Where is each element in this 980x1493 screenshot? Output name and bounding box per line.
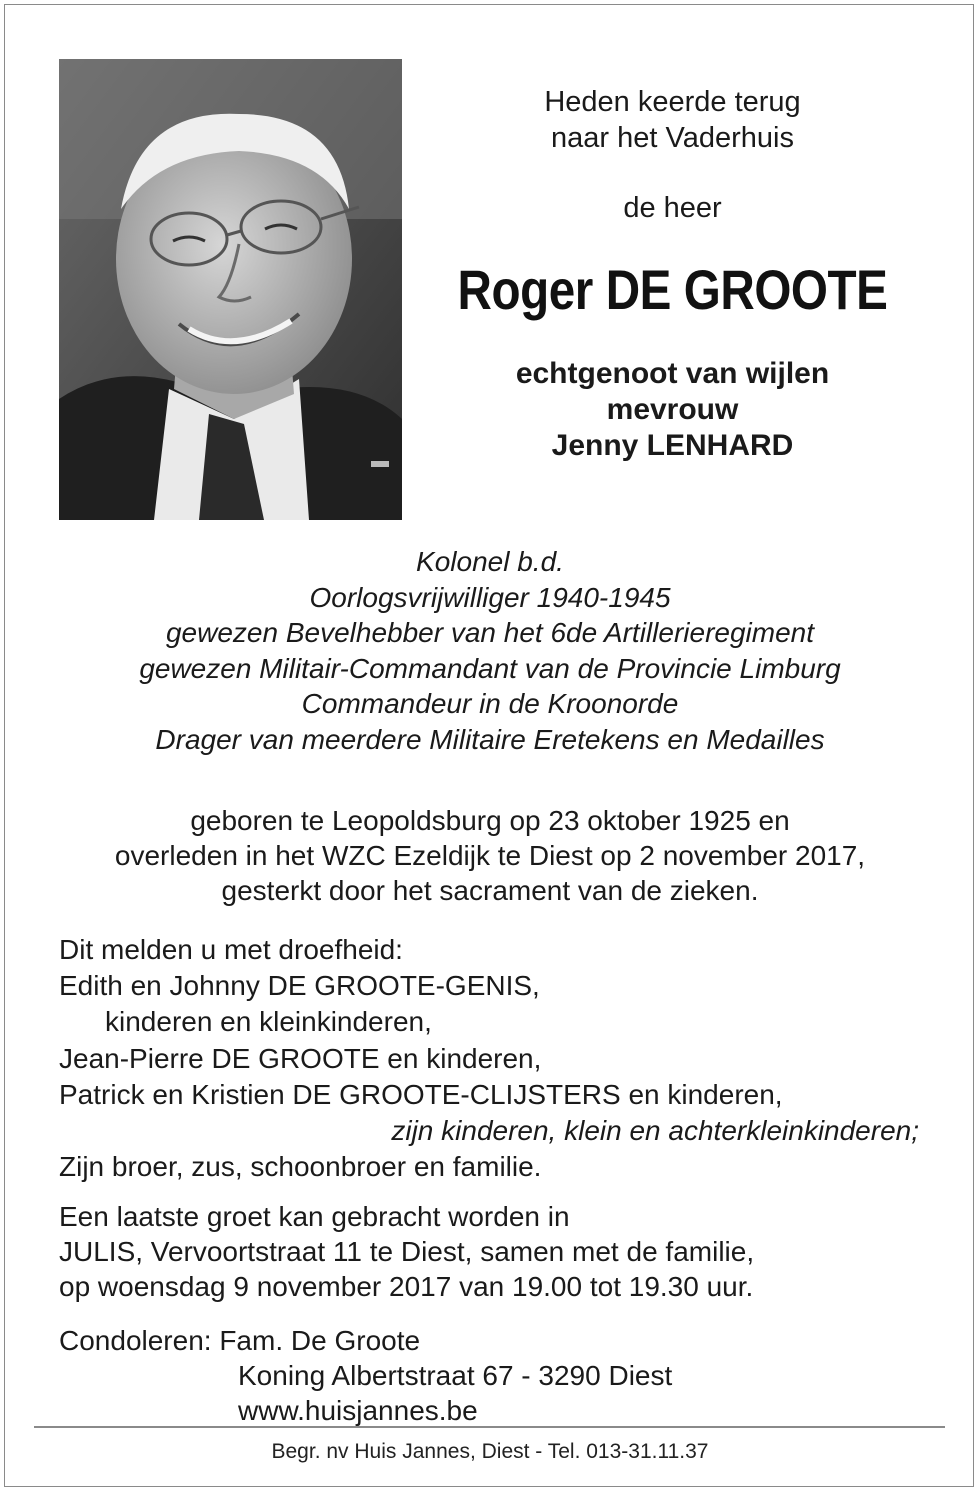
family-line: Jean-Pierre DE GROOTE en kinderen, [59,1042,542,1074]
family-line: kinderen en kleinkinderen, [105,1006,432,1038]
visitation-line: Een laatste groet kan gebracht worden in [59,1201,570,1232]
title-line: Oorlogsvrijwilliger 1940-1945 [309,581,671,613]
family-intro: Dit melden u met droefheid: [59,934,403,965]
death-line: overleden in het WZC Ezeldijk te Diest op 2 november 2017, [114,840,866,871]
spouse-name: Jenny LENHARD [551,429,794,462]
intro-line: Heden keerde terug [544,86,801,118]
condolences-label: Condoleren: Fam. De Groote [59,1325,421,1356]
condolences-website[interactable]: www.huisjannes.be [238,1395,478,1426]
visitation-details [59,1199,939,1304]
honorific: de heer [623,192,722,224]
spouse-block [400,356,945,464]
family-announcement [59,932,929,1185]
spouse-line: echtgenoot van wijlen [515,357,830,390]
military-titles [0,544,980,758]
title-line: Drager van meerdere Militaire Eretekens en Medailles [155,723,825,755]
deceased-name: Roger DE GROOTE [457,258,888,321]
intro-text [400,84,945,156]
intro-line: naar het Vaderhuis [551,122,794,154]
birth-line: geboren te Leopoldsburg op 23 oktober 1925 en [190,805,790,836]
condolences-block [59,1323,939,1428]
family-line: Edith en Johnny DE GROOTE-GENIS, [59,970,540,1002]
spouse-line: mevrouw [606,393,739,426]
announcement-header [400,84,945,464]
condolences-address: Koning Albertstraat 67 - 3290 Diest [238,1360,673,1391]
visitation-line: JULIS, Vervoortstraat 11 te Diest, samen met de familie, [59,1236,755,1267]
family-line: Patrick en Kristien DE GROOTE-CLIJSTERS en kinderen, [59,1078,783,1110]
portrait-photo [59,59,402,520]
birth-death-details [0,803,980,908]
sacrament-line: gesterkt door het sacrament van de zieken. [221,875,759,906]
title-line: Kolonel b.d. [416,546,564,577]
title-line: gewezen Militair-Commandant van de Provincie Limburg [139,652,841,684]
title-line: Commandeur in de Kroonorde [301,688,679,720]
visitation-line: op woensdag 9 november 2017 van 19.00 tot 19.30 uur. [59,1271,754,1302]
funeral-home-footer: Begr. nv Huis Jannes, Diest - Tel. 013-31.11.37 [271,1440,709,1463]
title-line: gewezen Bevelhebber van het 6de Artillerieregiment [165,617,815,649]
family-line: Zijn broer, zus, schoonbroer en familie. [59,1151,542,1183]
footer-divider [34,1426,945,1428]
family-line: zijn kinderen, klein en achterkleinkinderen; [391,1115,919,1147]
